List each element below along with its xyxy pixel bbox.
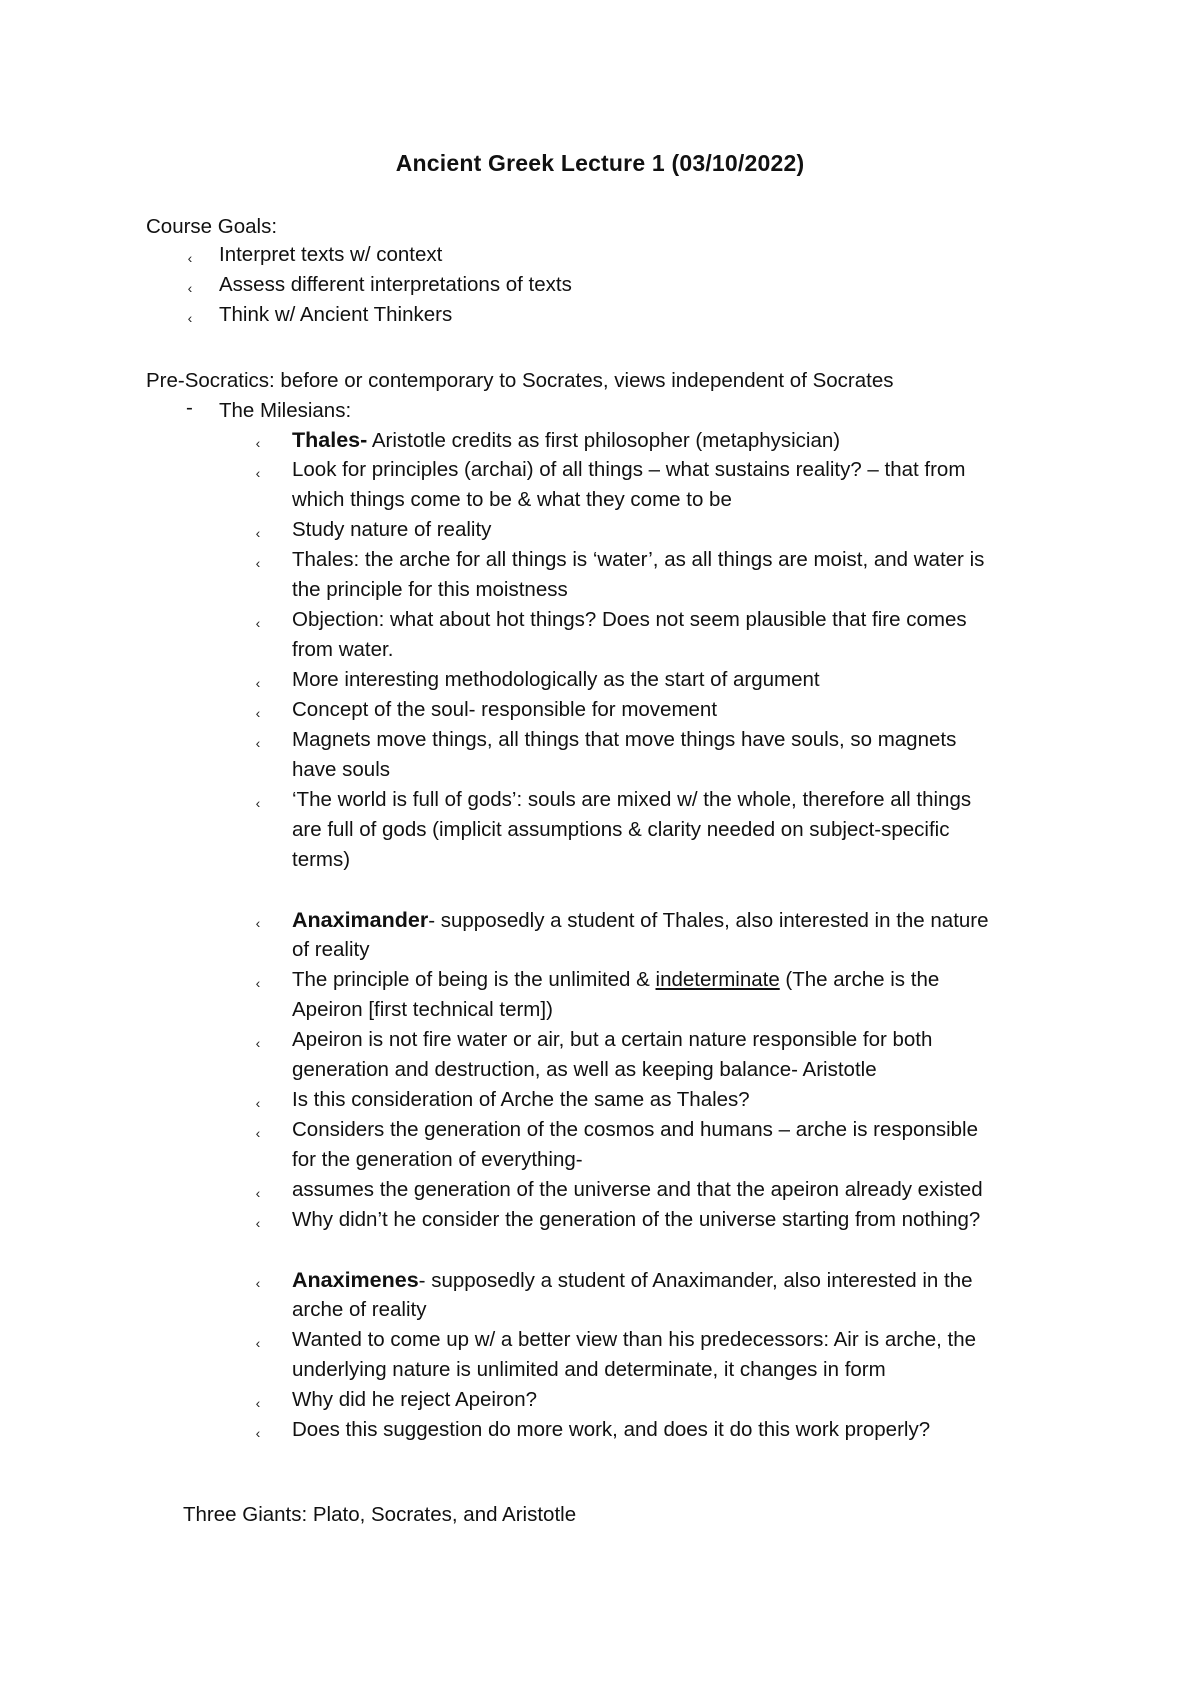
principle-post: (The arche is the — [779, 968, 940, 991]
anaximenes-point-line: Wanted to come up w/ a better view than his predecessors: Air is arche, the — [292, 1328, 977, 1351]
thales-lead — [292, 425, 840, 456]
course-goal-item: Think w/ Ancient Thinkers — [219, 303, 453, 326]
milesians-label: The Milesians: — [219, 399, 352, 422]
anaximander-point-line: Why didn’t he consider the generation of the universe starting from nothing? — [292, 1208, 981, 1231]
thales-point-line: terms) — [292, 848, 351, 871]
bullet-icon: ‹ — [255, 1425, 261, 1441]
bullet-icon: ‹ — [255, 615, 261, 631]
thales-point-line: Thales: the arche for all things is ‘water’, as all things are moist, and water is — [292, 548, 985, 571]
bullet-icon: ‹ — [255, 915, 261, 931]
bullet-icon: ‹ — [255, 735, 261, 751]
anaximander-point-line: Is this consideration of Arche the same as Thales? — [292, 1088, 750, 1111]
anaximander-name: Anaximander — [292, 908, 429, 932]
bullet-icon: ‹ — [255, 465, 261, 481]
thales-point-line: the principle for this moistness — [292, 578, 568, 601]
anaximenes-lead-text: - supposedly a student of Anaximander, also interested in the — [418, 1269, 973, 1292]
thales-name: Thales- — [292, 428, 368, 452]
bullet-icon: ‹ — [255, 1095, 261, 1111]
three-giants-heading: Three Giants: Plato, Socrates, and Aristotle — [183, 1503, 577, 1526]
anaximenes-name: Anaximenes — [292, 1268, 419, 1292]
course-goals-label: Course Goals: — [146, 215, 278, 238]
bullet-icon: ‹ — [255, 1335, 261, 1351]
bullet-icon: ‹ — [255, 1035, 261, 1051]
principle-pre: The principle of being is the unlimited & — [292, 968, 656, 991]
bullet-icon: ‹ — [187, 280, 193, 296]
dash-marker: - — [186, 396, 193, 419]
bullet-icon: ‹ — [255, 1395, 261, 1411]
anaximander-point-line: assumes the generation of the universe and that the apeiron already existed — [292, 1178, 983, 1201]
bullet-icon: ‹ — [255, 1185, 261, 1201]
anaximander-point-line: for the generation of everything- — [292, 1148, 583, 1171]
thales-point-line: have souls — [292, 758, 391, 781]
thales-point-line: which things come to be & what they come to be — [292, 488, 732, 511]
anaximander-point-line: generation and destruction, as well as keeping balance- Aristotle — [292, 1058, 877, 1081]
presocratics-intro: Pre-Socratics: before or contemporary to Socrates, views independent of Socrates — [146, 369, 894, 392]
anaximander-point-line: Apeiron is not fire water or air, but a certain nature responsible for both — [292, 1028, 933, 1051]
bullet-icon: ‹ — [255, 705, 261, 721]
anaximenes-point-line: Why did he reject Apeiron? — [292, 1388, 537, 1411]
anaximander-point-line: Considers the generation of the cosmos and humans – arche is responsible — [292, 1118, 979, 1141]
anaximander-principle-cont: Apeiron [first technical term]) — [292, 998, 553, 1021]
bullet-icon: ‹ — [255, 525, 261, 541]
bullet-icon: ‹ — [255, 975, 261, 991]
anaximander-lead — [292, 905, 989, 936]
thales-point-line: Magnets move things, all things that move things have souls, so magnets — [292, 728, 957, 751]
thales-point-line: Look for principles (archai) of all things – what sustains reality? – that from — [292, 458, 966, 481]
bullet-icon: ‹ — [255, 1215, 261, 1231]
principle-underlined: indeterminate — [655, 968, 780, 991]
bullet-icon: ‹ — [255, 1275, 261, 1291]
anaximenes-point-line: underlying nature is unlimited and determinate, it changes in form — [292, 1358, 886, 1381]
thales-point-line: from water. — [292, 638, 394, 661]
bullet-icon: ‹ — [187, 310, 193, 326]
course-goal-item: Assess different interpretations of texts — [219, 273, 572, 296]
bullet-icon: ‹ — [255, 555, 261, 571]
anaximenes-point-line: Does this suggestion do more work, and does it do this work properly? — [292, 1418, 931, 1441]
bullet-icon: ‹ — [255, 675, 261, 691]
thales-point-line: Objection: what about hot things? Does not seem plausible that fire comes — [292, 608, 967, 631]
anaximenes-lead-cont: arche of reality — [292, 1298, 427, 1321]
thales-point-line: are full of gods (implicit assumptions & clarity needed on subject-specific — [292, 818, 950, 841]
anaximenes-lead — [292, 1265, 973, 1296]
course-goal-item: Interpret texts w/ context — [219, 243, 443, 266]
thales-point-line: More interesting methodologically as the start of argument — [292, 668, 820, 691]
anaximander-principle — [292, 965, 939, 995]
bullet-icon: ‹ — [187, 250, 193, 266]
thales-lead-text: Aristotle credits as first philosopher (metaphysician) — [367, 429, 841, 452]
page-title: Ancient Greek Lecture 1 (03/10/2022) — [395, 150, 805, 176]
bullet-icon: ‹ — [255, 795, 261, 811]
anaximander-lead-text: - supposedly a student of Thales, also interested in the nature — [428, 909, 989, 932]
bullet-icon: ‹ — [255, 1125, 261, 1141]
bullet-icon: ‹ — [255, 435, 261, 451]
thales-point-line: Concept of the soul- responsible for movement — [292, 698, 718, 721]
thales-point-line: ‘The world is full of gods’: souls are mixed w/ the whole, therefore all things — [292, 788, 972, 811]
thales-point-line: Study nature of reality — [292, 518, 492, 541]
anaximander-lead-cont: of reality — [292, 938, 370, 961]
